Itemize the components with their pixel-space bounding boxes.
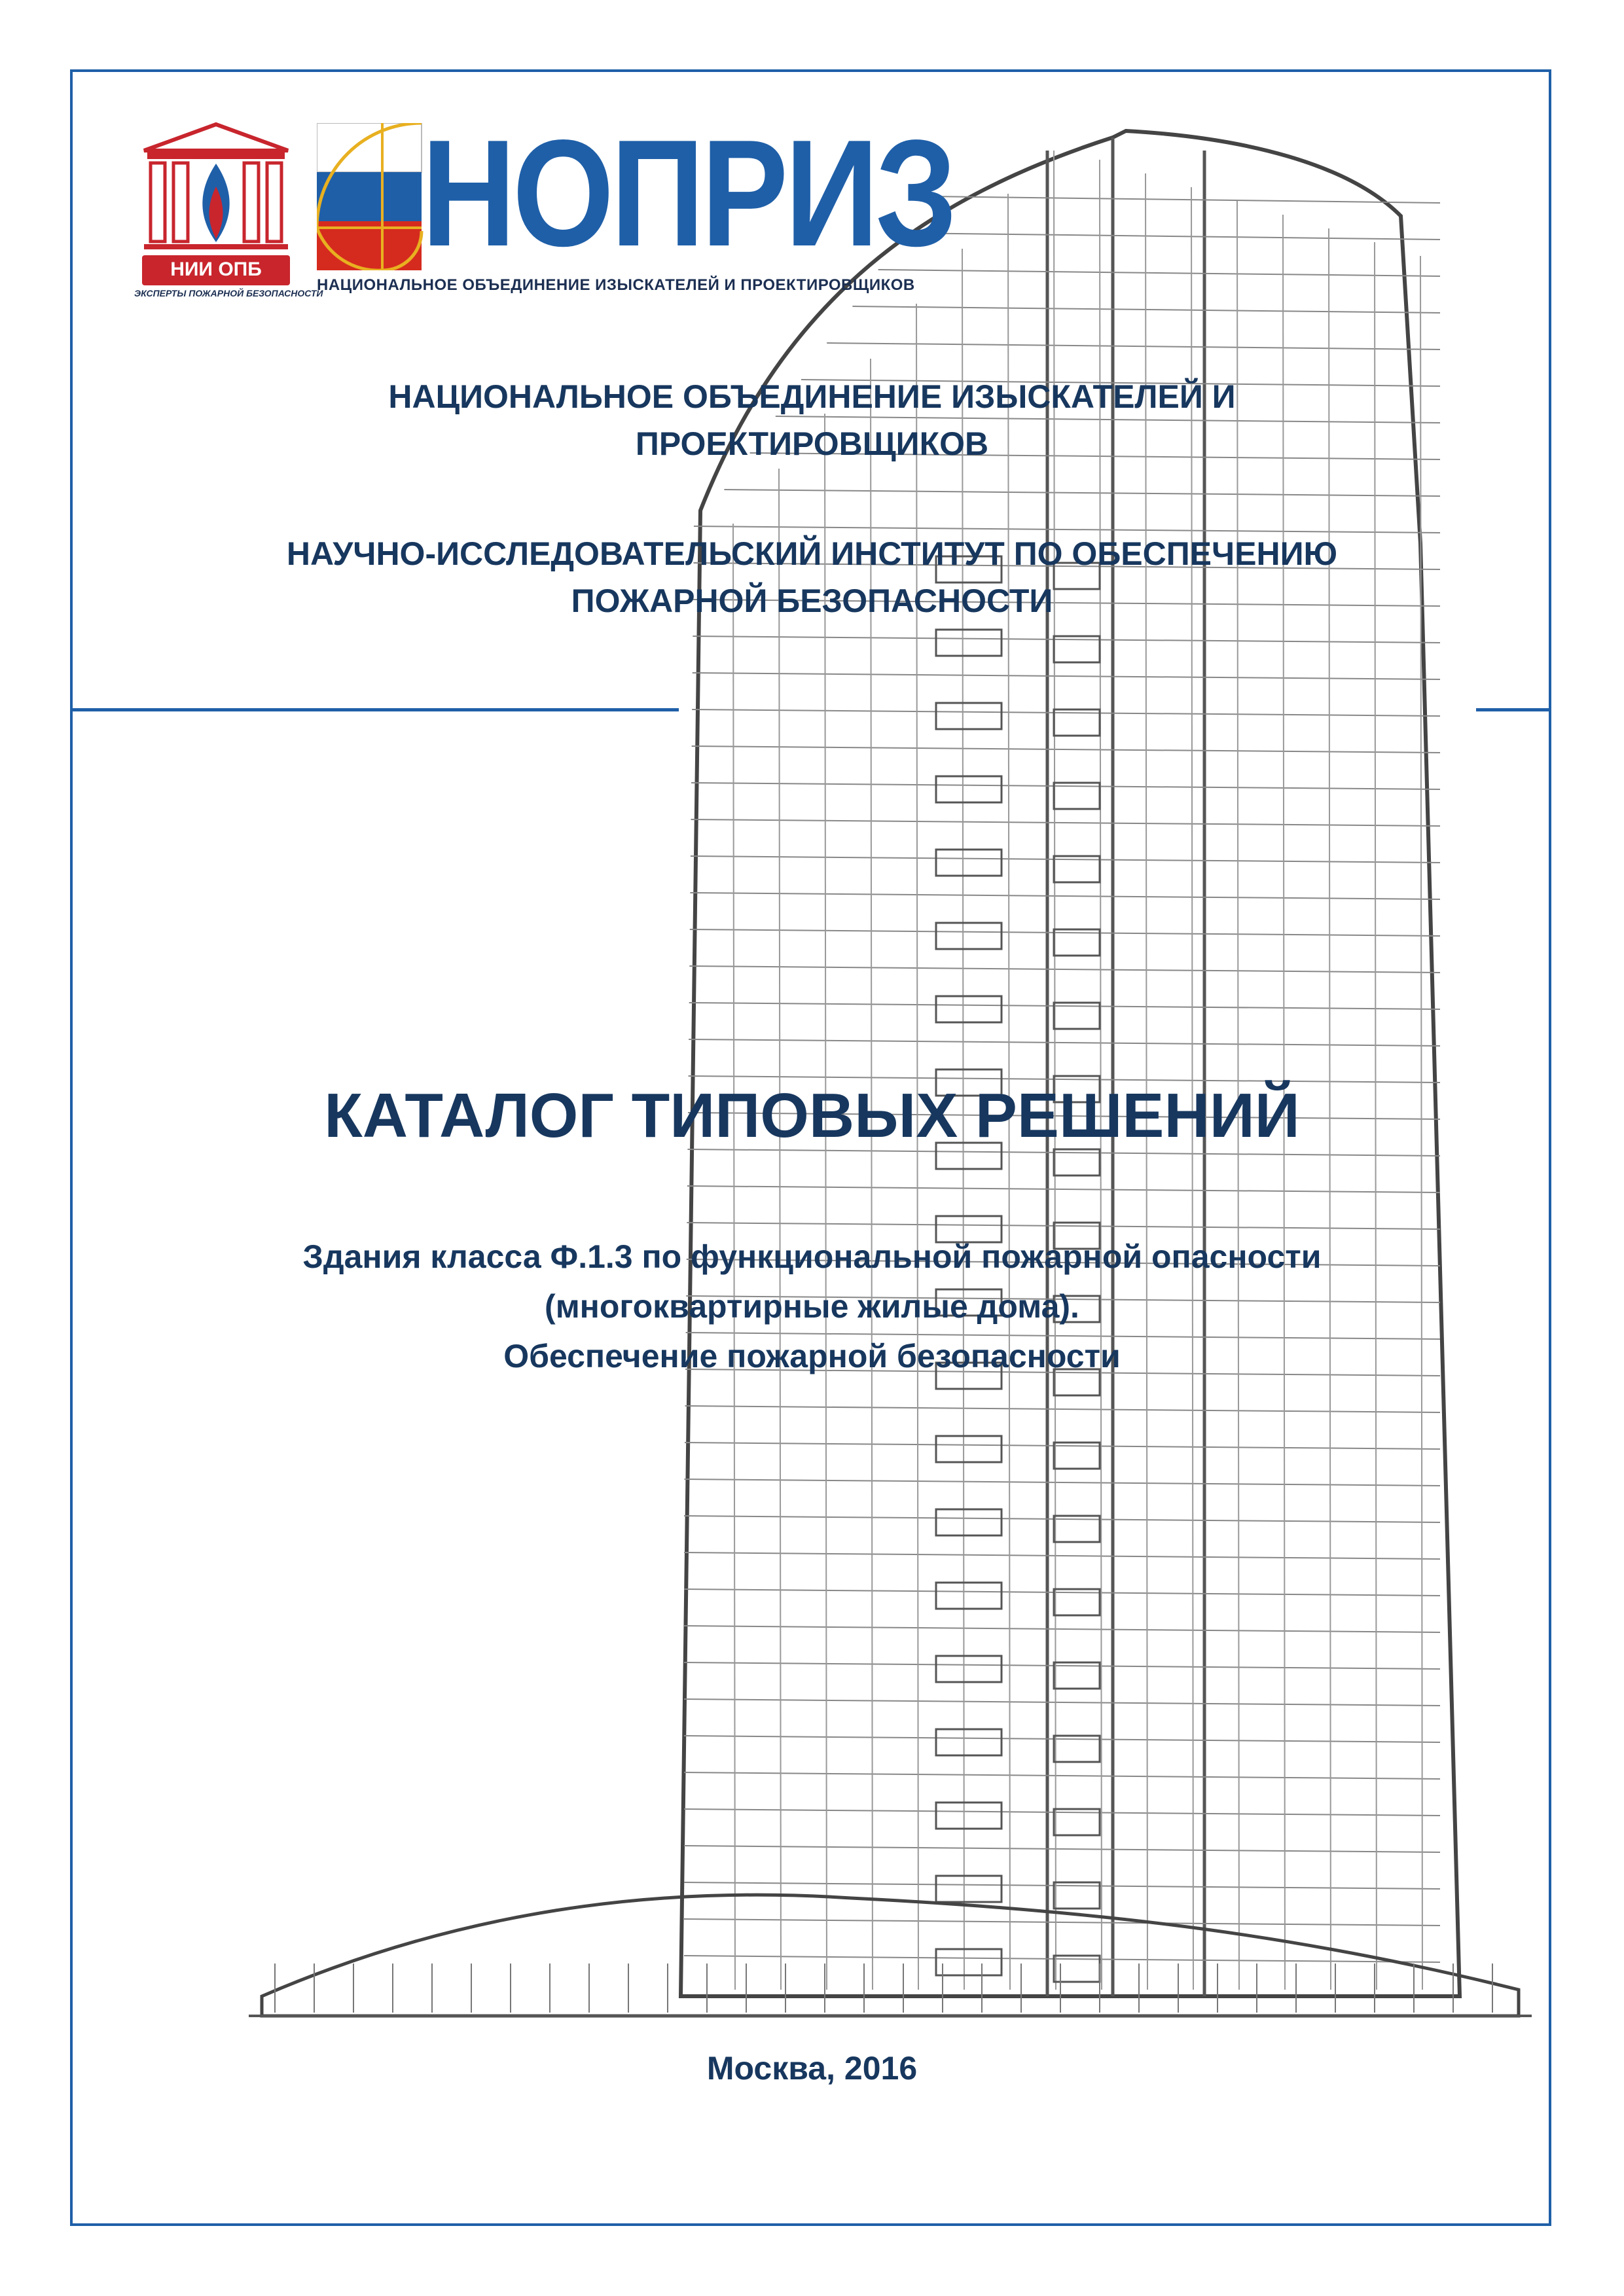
nopriz-logo-wordmark: НОПРИЗ	[422, 109, 954, 278]
org1-line1: НАЦИОНАЛЬНОЕ ОБЪЕДИНЕНИЕ ИЗЫСКАТЕЛЕЙ И	[388, 378, 1236, 415]
subtitle-line3: Обеспечение пожарной безопасности	[503, 1338, 1121, 1374]
org2-line2: ПОЖАРНОЙ БЕЗОПАСНОСТИ	[571, 583, 1053, 619]
document-title: КАТАЛОГ ТИПОВЫХ РЕШЕНИЙ	[324, 1081, 1300, 1151]
divider-left	[70, 708, 679, 711]
city-year: Москва, 2016	[706, 2050, 918, 2087]
nopriz-logo-subtitle: НАЦИОНАЛЬНОЕ ОБЪЕДИНЕНИЕ ИЗЫСКАТЕЛЕЙ И ПРОЕКТИРОВЩИКОВ	[317, 276, 915, 294]
org2-line1: НАУЧНО-ИССЛЕДОВАТЕЛЬСКИЙ ИНСТИТУТ ПО ОБЕСПЕЧЕНИЮ	[286, 535, 1338, 572]
org1-line2: ПРОЕКТИРОВЩИКОВ	[635, 425, 989, 462]
opb-logo-tagline: ЭКСПЕРТЫ ПОЖАРНОЙ БЕЗОПАСНОСТИ	[134, 288, 323, 298]
subtitle-line1: Здания класса Ф.1.3 по функциональной пожарной опасности	[302, 1238, 1322, 1275]
organization-name-institute	[0, 530, 1624, 624]
document-subtitle	[0, 1232, 1624, 1381]
nii-opb-logo	[134, 121, 323, 301]
subtitle-line2: (многоквартирные жилые дома).	[545, 1288, 1079, 1325]
nopriz-logo	[317, 109, 954, 301]
divider-right	[1476, 708, 1551, 711]
opb-logo-name: НИИ ОПБ	[170, 259, 262, 280]
russian-flag-spiral-icon	[317, 123, 428, 270]
nii-opb-emblem-icon	[134, 121, 298, 259]
organization-name-nopriz	[0, 373, 1624, 467]
